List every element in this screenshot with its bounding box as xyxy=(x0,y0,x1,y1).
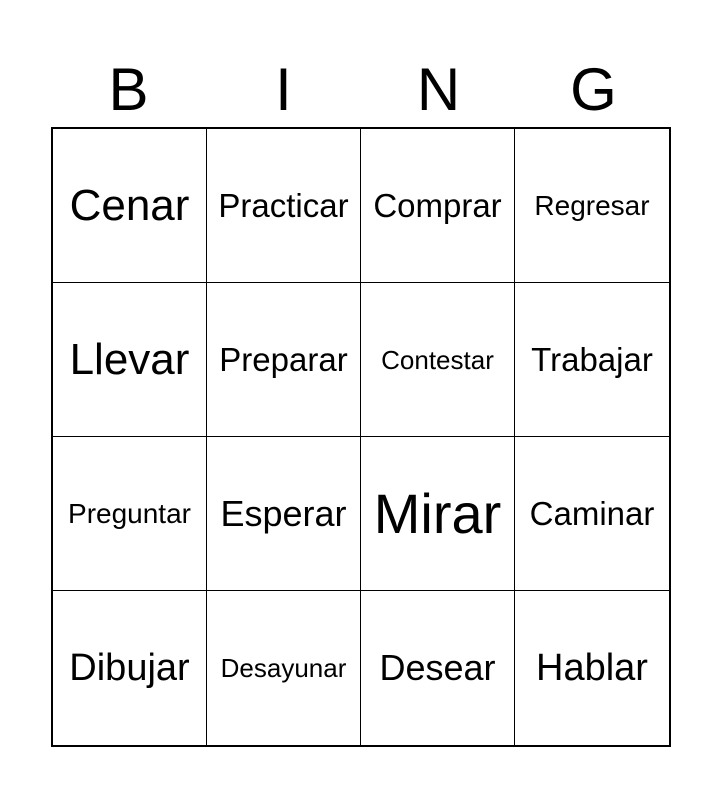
bingo-cell[interactable] xyxy=(207,437,361,591)
bingo-cell[interactable] xyxy=(361,129,515,283)
header-letter-b: B xyxy=(108,56,149,123)
cell-word: Dibujar xyxy=(69,647,190,689)
cell-word: Llevar xyxy=(69,334,190,384)
cell-word: Esperar xyxy=(220,492,347,534)
bingo-cell[interactable] xyxy=(361,437,515,591)
bingo-header xyxy=(51,52,671,128)
cell-word: Practicar xyxy=(218,187,349,224)
cell-word: Comprar xyxy=(373,187,502,224)
cell-word: Trabajar xyxy=(531,341,653,378)
bingo-board xyxy=(51,127,671,747)
bingo-cell[interactable] xyxy=(207,283,361,437)
cell-word: Contestar xyxy=(381,344,494,375)
bingo-cell[interactable] xyxy=(515,591,669,745)
cell-word: Desear xyxy=(379,647,496,688)
bingo-cell[interactable] xyxy=(53,283,207,437)
cell-word: Desayunar xyxy=(220,653,347,683)
bingo-cell[interactable] xyxy=(361,591,515,745)
bingo-cell[interactable] xyxy=(515,283,669,437)
bingo-cell[interactable] xyxy=(53,591,207,745)
bingo-cell[interactable] xyxy=(207,129,361,283)
cell-word: Preguntar xyxy=(68,497,191,529)
header-letter-n: N xyxy=(416,56,461,123)
cell-word: Regresar xyxy=(534,189,650,221)
cell-word: Hablar xyxy=(536,647,648,689)
bingo-cell[interactable] xyxy=(361,283,515,437)
cell-word: Mirar xyxy=(373,481,502,545)
bingo-cell[interactable] xyxy=(53,437,207,591)
bingo-cell[interactable] xyxy=(207,591,361,745)
cell-word: Caminar xyxy=(529,495,655,532)
cell-word: Cenar xyxy=(69,180,190,230)
bingo-cell[interactable] xyxy=(53,129,207,283)
bingo-cell[interactable] xyxy=(515,129,669,283)
bingo-cell[interactable] xyxy=(515,437,669,591)
header-letter-i: I xyxy=(275,56,292,123)
cell-word: Preparar xyxy=(219,341,348,378)
header-letter-g: G xyxy=(570,56,617,123)
